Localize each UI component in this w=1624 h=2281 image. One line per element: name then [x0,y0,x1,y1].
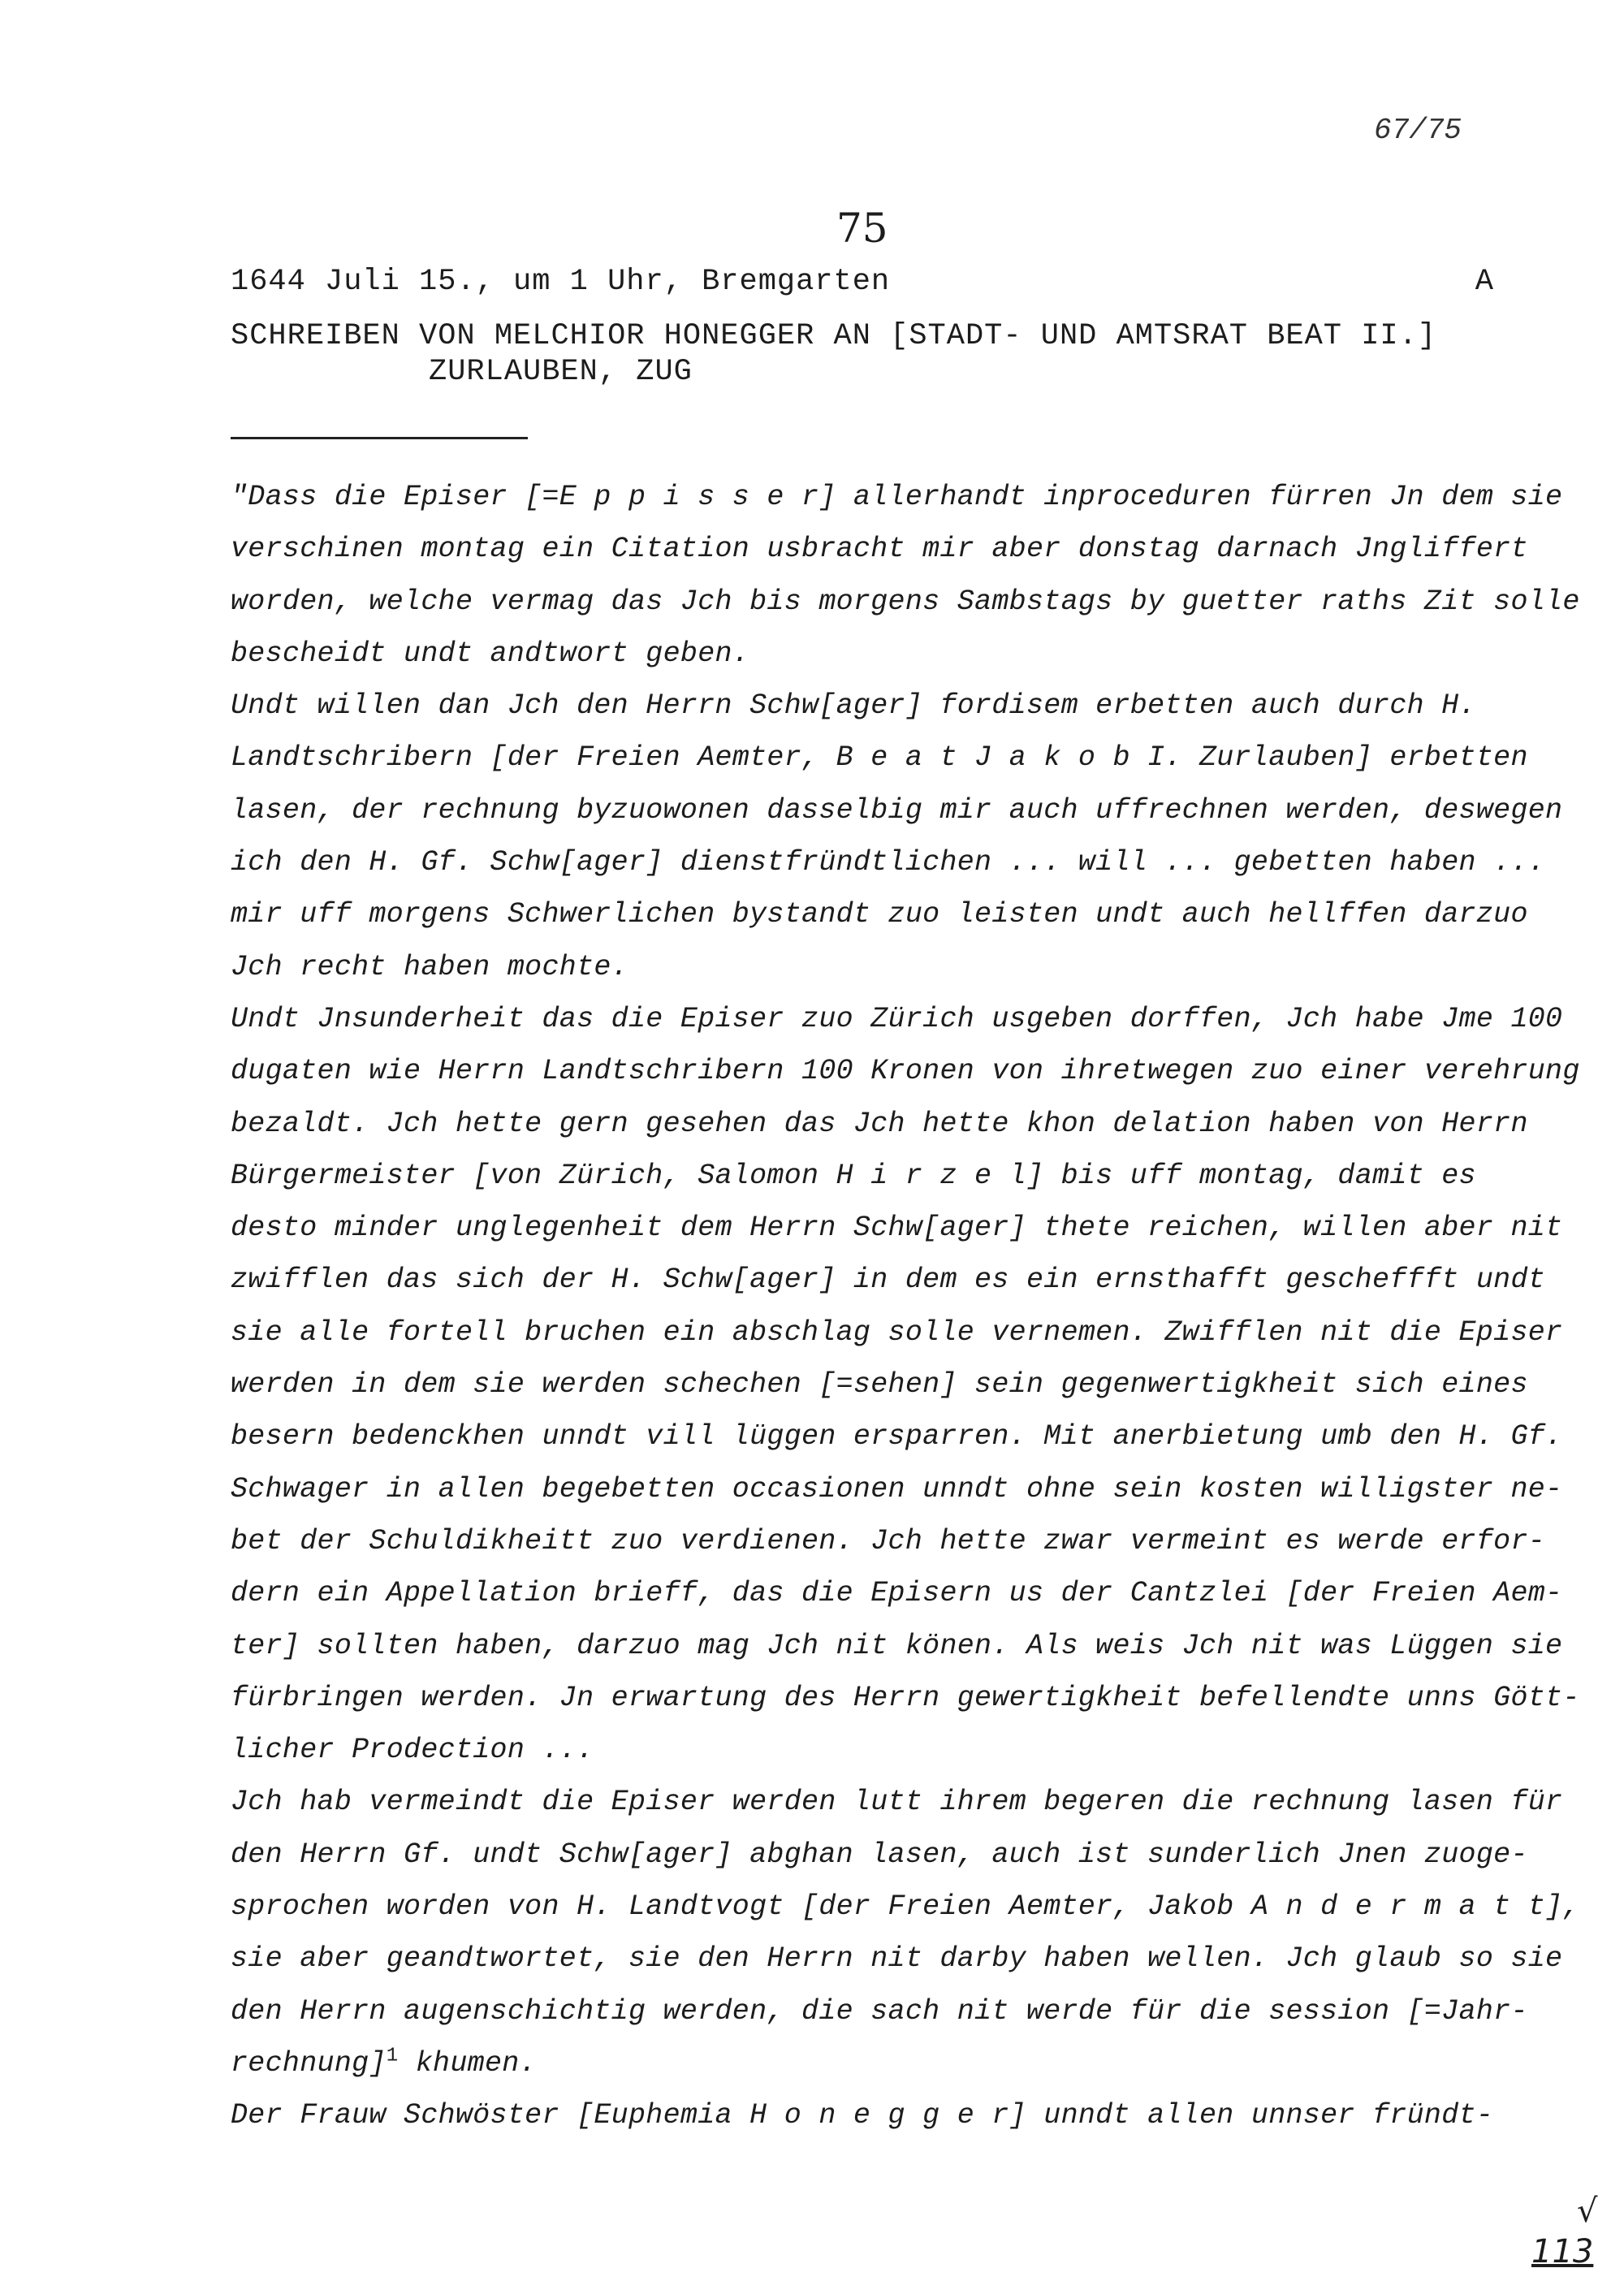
date-line [231,265,1494,299]
text-line: den Herrn Gf. undt Schw[ager] abghan lasen, auch ist sunderlich Jnen zuoge- [231,1838,1528,1871]
text-line: Schwager in allen begebetten occasionen unndt ohne sein kosten willigster ne- [231,1472,1563,1506]
text-line: Undt Jnsunderheit das die Episer zuo Zürich usgeben dorffen, Jch habe Jme 100 [231,1002,1563,1035]
text-line: "Dass die Episer [=E p p i s s e r] allerhandt inproceduren fürren Jn dem sie [231,481,1563,513]
text-line: Jch recht haben mochte. [231,950,628,983]
separator-rule [231,437,528,439]
date-place: 1644 Juli 15., um 1 Uhr, Bremgarten [231,265,891,299]
text-line: sie alle fortell bruchen ein abschlag solle vernemen. Zwifflen nit die Episer [231,1315,1563,1349]
footnote-mark: 1 [386,2045,399,2067]
text-line: lasen, der rechnung byzuowonen dasselbig mir auch uffrechnen werden, deswegen [231,793,1563,827]
text-line: ter] sollten haben, darzuo mag Jch nit könen. Als weis Jch nit was Lüggen sie [231,1629,1563,1662]
text-line: bezaldt. Jch hette gern gesehen das Jch hette khon delation haben von Herrn [231,1107,1528,1140]
text-line: Jch hab vermeindt die Episer werden lutt ihrem begeren die rechnung lasen für [231,1786,1563,1819]
text-line: bet der Schuldikheitt zuo verdienen. Jch hette zwar vermeint es werde erfor- [231,1524,1546,1557]
check-mark: √ [1577,2192,1598,2230]
text-line: licher Prodection ... [231,1734,594,1767]
text-line: dern ein Appellation brieff, das die Episern us der Cantzlei [der Freien Aem- [231,1577,1563,1610]
page-reference: 67/75 [1374,114,1462,147]
text-line: sie aber geandtwortet, sie den Herrn nit darby haben wellen. Jch glaub so sie [231,1942,1563,1976]
text-line: werden in dem sie werden schechen [=sehen] sein gegenwertigkheit sich eines [231,1368,1528,1402]
text-line: bescheidt undt andtwort geben. [231,637,750,670]
text-line: Undt willen dan Jch den Herrn Schw[ager] fordisem erbetten auch durch H. [231,689,1476,723]
text-line: desto minder unglegenheit dem Herrn Schw[ager] thete reichen, willen aber nit [231,1212,1563,1245]
text-line: sprochen worden von H. Landtvogt [der Freien Aemter, Jakob A n d e r m a t t], [231,1890,1580,1924]
text-line: den Herrn augenschichtig werden, die sach nit werde für die session [=Jahr- [231,1994,1528,2028]
text-line-with-footnote [231,2037,1546,2089]
text-segment: khumen. [398,2046,537,2080]
text-line: worden, welche vermag das Jch bis morgens Sambstags by guetter raths Zit solle [231,585,1580,618]
heading-line-1: SCHREIBEN VON MELCHIOR HONEGGER AN [STADT- UND AMTSRAT BEAT II.] [231,319,1437,353]
text-line: Bürgermeister [von Zürich, Salomon H i r z e l] bis uff montag, damit es [231,1159,1476,1192]
text-line: Der Frauw Schwöster [Euphemia H o n e g g e r] unndt allen unnser fründt- [231,2099,1494,2132]
text-line: verschinen montag ein Citation usbracht mir aber donstag darnach Jngliffert [231,533,1528,566]
text-line: ich den H. Gf. Schw[ager] dienstfründtlichen ... will ... gebetten haben ... [231,846,1546,879]
heading-line-2: ZURLAUBEN, ZUG [429,355,693,389]
text-segment: rechnung] [231,2046,387,2080]
text-line: zwifflen das sich der H. Schw[ager] in dem es ein ernsthafft gescheffft undt [231,1264,1546,1297]
letter-text [231,471,1580,2142]
text-line: mir uff morgens Schwerlichen bystandt zuo leisten undt auch hellffen darzuo [231,898,1528,931]
text-line: fürbringen werden. Jn erwartung des Herrn gewertigkheit befellendte unns Gött- [231,1681,1580,1714]
document-heading [231,318,1530,390]
document-marker: A [1475,265,1494,299]
document-number: 75 [836,205,888,252]
text-line: Landtschribern [der Freien Aemter, B e a t J a k o b I. Zurlauben] erbetten [231,741,1528,775]
handwritten-folio-number: 113 [1531,2233,1594,2270]
text-line: dugaten wie Herrn Landtschribern 100 Kronen von ihretwegen zuo einer verehrung [231,1055,1580,1088]
text-line: besern bedenckhen unndt vill lüggen ersparren. Mit anerbietung umb den H. Gf. [231,1420,1563,1454]
